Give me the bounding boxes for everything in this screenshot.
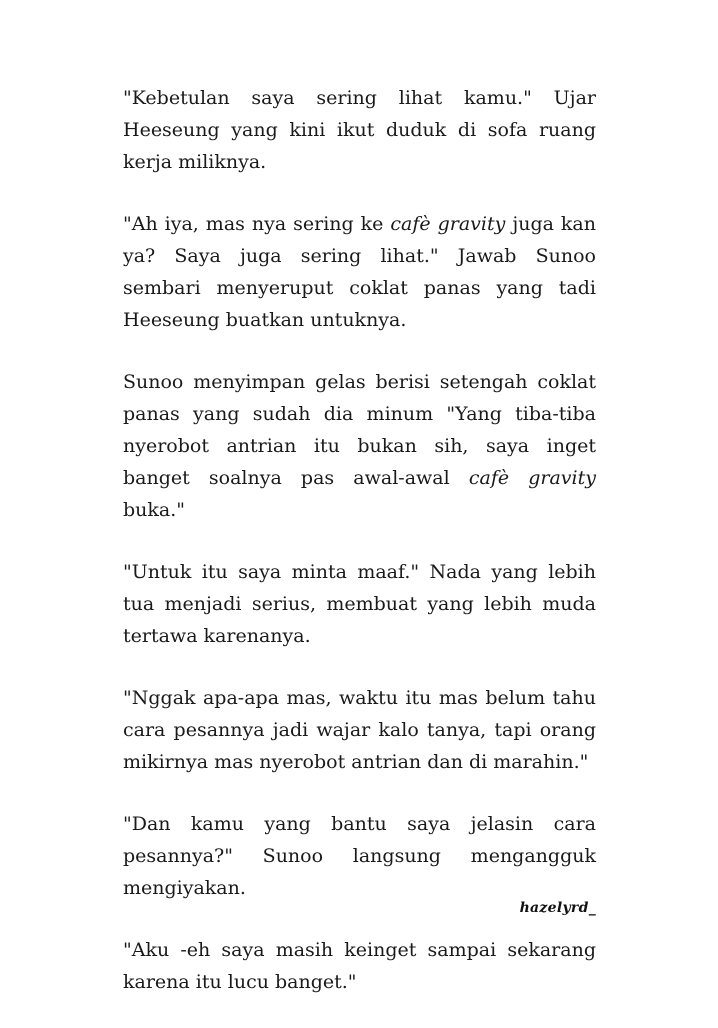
- paragraph-7: [123, 934, 596, 998]
- paragraph-1: [123, 82, 596, 178]
- paragraph-text: "Aku -eh saya masih keinget sampai sekarang karena itu lucu banget.": [123, 939, 596, 993]
- paragraph-text: juga kan ya? Saya juga sering lihat." Jawab Sunoo sembari menyeruput coklat panas yang tadi Heeseung buatkan untuknya.: [123, 213, 596, 331]
- paragraph-5: [123, 682, 596, 778]
- paragraph-text: "Untuk itu saya minta maaf." Nada yang lebih tua menjadi serius, membuat yang lebih muda tertawa karenanya.: [123, 561, 596, 647]
- paragraph-3: [123, 366, 596, 526]
- paragraph-text: "Ah iya, mas nya sering ke: [123, 213, 391, 235]
- paragraph-6: [123, 808, 596, 904]
- paragraph-text: "Kebetulan saya sering lihat kamu." Ujar Heeseung yang kini ikut duduk di sofa ruang kerja miliknya.: [123, 87, 596, 173]
- paragraph-text: Sunoo menyimpan gelas berisi setengah coklat panas yang sudah dia minum "Yang tiba-tiba nyerobot antrian itu bukan sih, saya inget banget soalnya pas awal-awal: [123, 371, 596, 489]
- paragraph-4: [123, 556, 596, 652]
- cafe-name-italic: cafè gravity: [468, 467, 596, 489]
- cafe-name-italic: cafè gravity: [390, 213, 506, 235]
- paragraph-text: "Nggak apa-apa mas, waktu itu mas belum tahu cara pesannya jadi wajar kalo tanya, tapi orang mikirnya mas nyerobot antrian dan di marahin.": [123, 687, 596, 773]
- paragraph-text: buka.": [123, 499, 186, 521]
- story-text: [123, 82, 596, 1028]
- paragraph-text: "Dan kamu yang bantu saya jelasin cara pesannya?" Sunoo langsung mengangguk mengiyakan.: [123, 813, 596, 899]
- author-signature: hazelyrd_: [519, 900, 596, 916]
- paragraph-2: [123, 208, 596, 336]
